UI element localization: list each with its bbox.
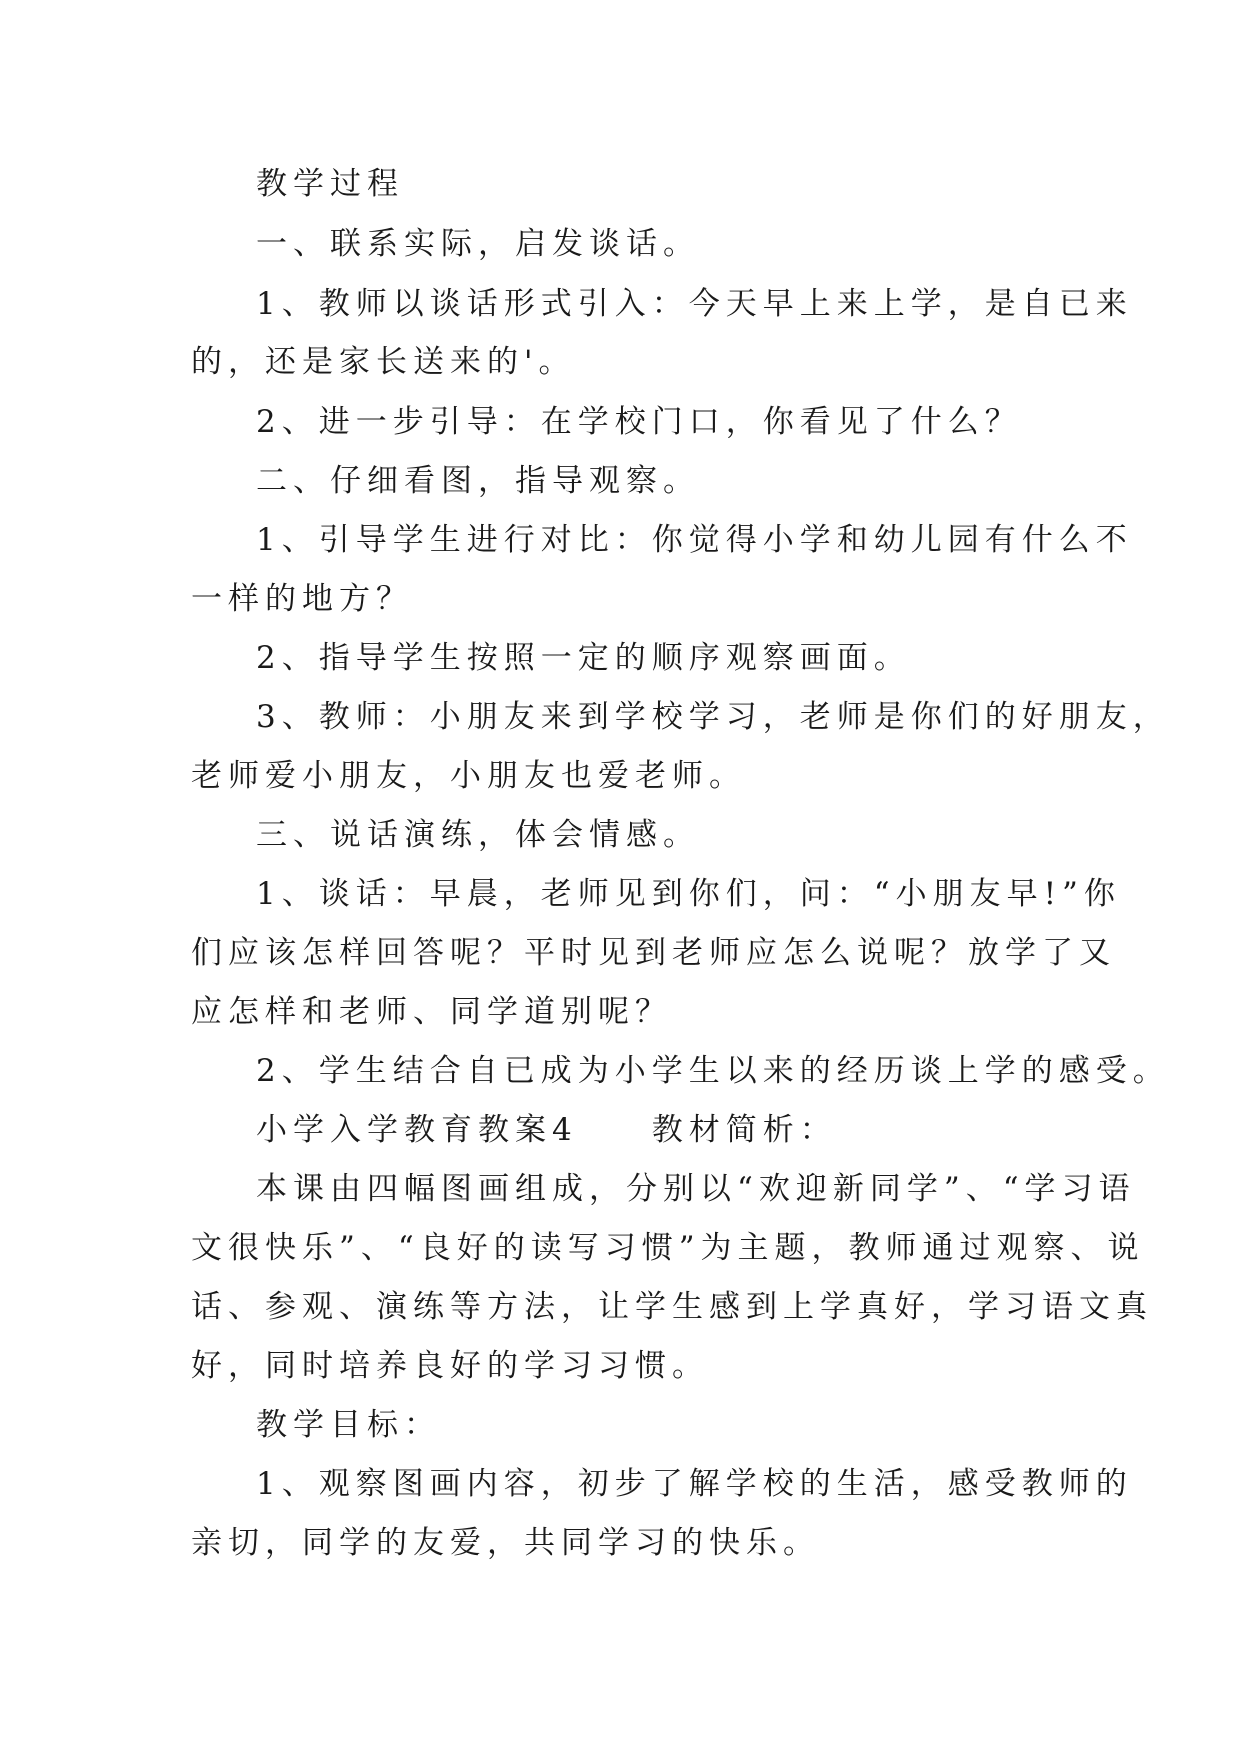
paragraph-line: 1、观察图画内容，初步了解学校的生活，感受教师的 [256, 1466, 1133, 1502]
section-heading: 二、仔细看图，指导观察。 [256, 463, 700, 499]
paragraph-line: 1、引导学生进行对比：你觉得小学和幼儿园有什么不 [256, 522, 1133, 558]
paragraph-line: 好，同时培养良好的学习习惯。 [191, 1348, 709, 1384]
section-heading: 一、联系实际，启发谈话。 [256, 226, 700, 262]
section-heading: 教学目标： [256, 1407, 441, 1443]
paragraph-line: 2、学生结合自已成为小学生以来的经历谈上学的感受。 [256, 1053, 1170, 1089]
paragraph-line: 的，还是家长送来的'。 [191, 344, 576, 380]
paragraph-line: 1、谈话：早晨，老师见到你们，问：“小朋友早!”你 [256, 876, 1121, 912]
paragraph-line: 1、教师以谈话形式引入：今天早上来上学，是自已来 [256, 286, 1133, 322]
paragraph-line: 应怎样和老师、同学道别呢？ [191, 994, 672, 1030]
paragraph-line: 亲切，同学的友爱，共同学习的快乐。 [191, 1525, 820, 1561]
paragraph-line: 3、教师：小朋友来到学校学习，老师是你们的好朋友， [256, 699, 1170, 735]
paragraph-line: 本课由四幅图画组成，分别以“欢迎新同学”、“学习语 [256, 1171, 1136, 1207]
section-heading: 小学入学教育教案4 教材简析： [256, 1112, 837, 1148]
paragraph-line: 老师爱小朋友，小朋友也爱老师。 [191, 758, 746, 794]
section-heading: 三、说话演练，体会情感。 [256, 817, 700, 853]
paragraph-line: 2、指导学生按照一定的顺序观察画面。 [256, 640, 911, 676]
paragraph-line: 们应该怎样回答呢？平时见到老师应怎么说呢？放学了又 [191, 935, 1116, 971]
paragraph-line: 文很快乐”、“良好的读写习惯”为主题，教师通过观察、说 [191, 1230, 1145, 1266]
section-heading: 教学过程 [256, 166, 404, 202]
paragraph-line: 话、参观、演练等方法，让学生感到上学真好，学习语文真 [191, 1289, 1153, 1325]
paragraph-line: 一样的地方？ [191, 581, 413, 617]
paragraph-line: 2、进一步引导：在学校门口，你看见了什么？ [256, 404, 1022, 440]
